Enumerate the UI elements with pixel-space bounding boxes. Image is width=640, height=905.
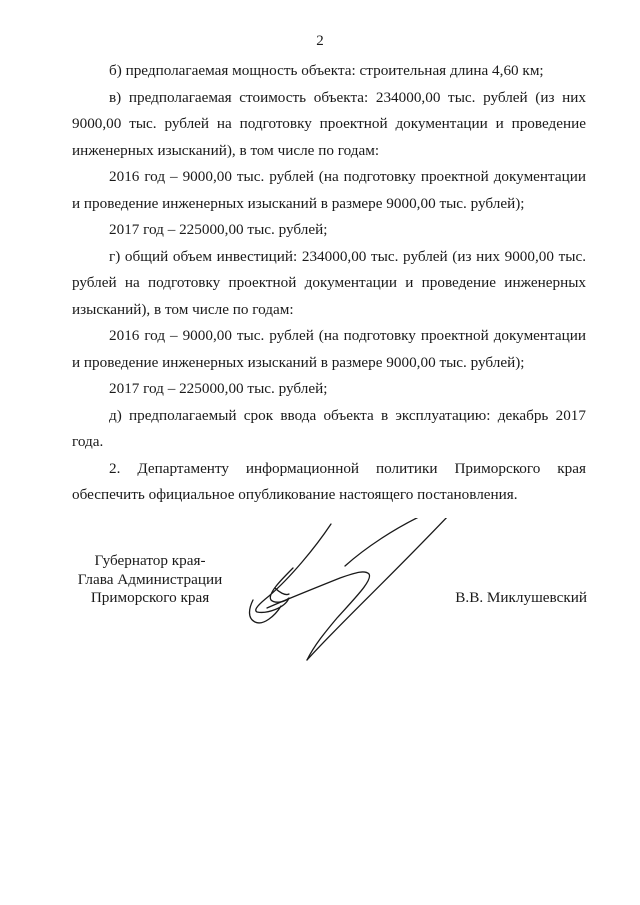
official-title [70, 552, 230, 608]
paragraph-commissioning: д) предполагаемый срок ввода объекта в эксплуатацию: декабрь 2017 года. [72, 406, 586, 450]
handwritten-signature [245, 518, 475, 668]
paragraph-cost: в) предполагаемая стоимость объекта: 234000,00 тыс. рублей (из них 9000,00 тыс. рублей на подготовку проектной документации и проведение инженерных изысканий), в том числе по годам: [72, 88, 586, 159]
paragraph-cost-2017: 2017 год – 225000,00 тыс. рублей; [109, 221, 328, 238]
official-title-line-2: Глава Администрации [77, 570, 223, 588]
paragraph-investment: г) общий объем инвестиций: 234000,00 тыс. рублей (из них 9000,00 тыс. рублей на подготовку проектной документации и проведение инженерных изысканий), в том числе по годам: [72, 247, 586, 318]
signer-name: В.В. Миклушевский [455, 589, 587, 606]
paragraph-capacity: б) предполагаемая мощность объекта: строительная длина 4,60 км; [109, 62, 544, 79]
paragraph-publication: 2. Департаменту информационной политики Приморского края обеспечить официальное опубликование настоящего постановления. [72, 459, 586, 503]
signature-block [0, 552, 640, 692]
official-title-line-3: Приморского края [90, 589, 210, 606]
official-title-line-1: Губернатор края- [94, 552, 206, 569]
paragraph-investment-2017: 2017 год – 225000,00 тыс. рублей; [109, 380, 328, 397]
page-number: 2 [316, 33, 324, 49]
paragraph-investment-2016: 2016 год – 9000,00 тыс. рублей (на подготовку проектной документации и проведение инженерных изысканий в размере 9000,00 тыс. рублей); [72, 327, 586, 371]
paragraph-cost-2016: 2016 год – 9000,00 тыс. рублей (на подготовку проектной документации и проведение инженерных изысканий в размере 9000,00 тыс. рублей); [72, 168, 586, 212]
document-body [72, 58, 586, 509]
